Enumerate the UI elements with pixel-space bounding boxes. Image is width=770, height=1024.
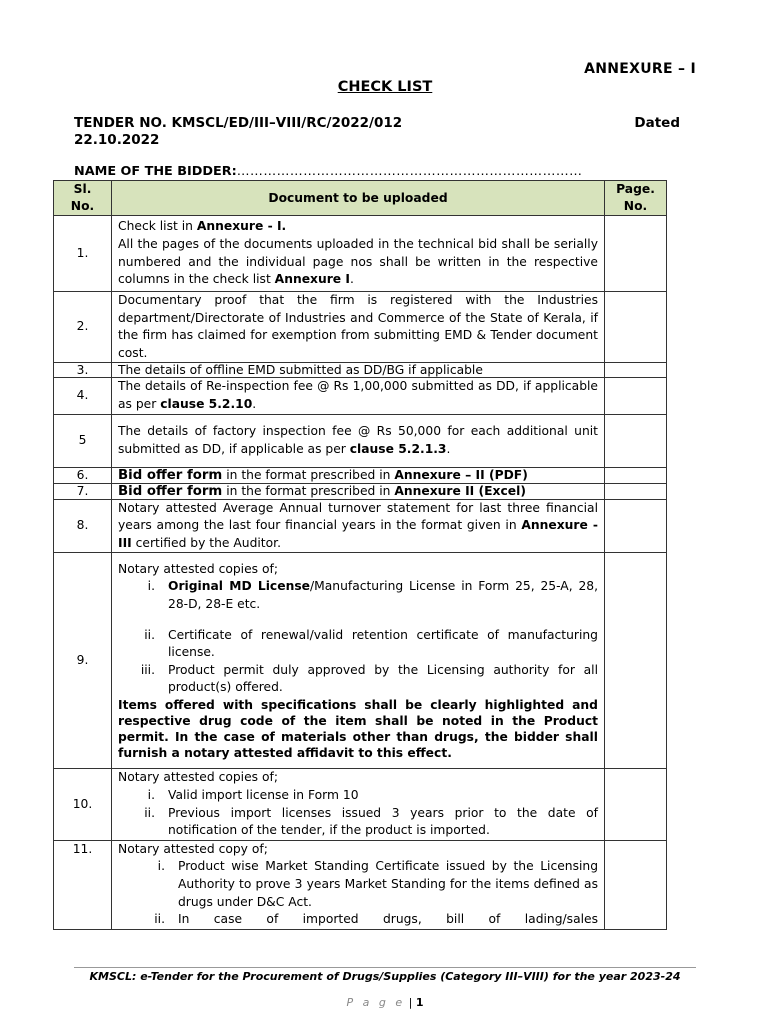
table-row: [54, 414, 667, 467]
row-sl: 11.: [54, 840, 112, 929]
row-page-no: [605, 363, 667, 378]
list-item: [118, 911, 598, 929]
list-marker: i.: [147, 787, 155, 802]
bidder-name-line: [74, 164, 582, 179]
page-number: [0, 996, 770, 1009]
row-bold-text: Original MD License: [168, 579, 310, 594]
row-text: in the format prescribed in: [222, 483, 395, 498]
row-sl: 10.: [54, 769, 112, 840]
annexure-label: ANNEXURE – I: [584, 61, 696, 77]
page-title: CHECK LIST: [337, 79, 433, 95]
row-document: [112, 840, 605, 929]
row-text: Previous import licenses issued 3 years prior to the date of notification of the tender, if the product is imported.: [168, 805, 598, 838]
row-page-no: [605, 378, 667, 414]
row-text: Check list in: [118, 219, 197, 234]
row-text: In case of imported drugs, bill of lading/sales: [178, 912, 598, 927]
list-item: [118, 858, 598, 911]
row-bold-text: Bid offer form: [118, 467, 223, 483]
row-sl: 8.: [54, 499, 112, 553]
row-text: The details of factory inspection fee @ Rs 50,000 for each additional unit submitted as DD, if applicable as per: [118, 423, 598, 456]
row-text: Product wise Market Standing Certificate issued by the Licensing Authority to prove 3 years Market Standing for the items defined as drugs under D&C Act.: [178, 859, 598, 909]
list-marker: iii.: [140, 662, 155, 677]
row-text: The details of Re-inspection fee @ Rs 1,00,000 submitted as DD, if applicable as per: [118, 379, 598, 411]
tender-number: [74, 115, 402, 149]
row-page-no: [605, 840, 667, 929]
row-page-no: [605, 414, 667, 467]
row-text: /Manufacturing License in Form 25, 25-A, 28, 28-D, 28-E etc.: [168, 579, 598, 611]
row-sl: 2.: [54, 292, 112, 363]
table-row: [54, 216, 667, 292]
row-document: [112, 483, 605, 499]
row-document: Documentary proof that the firm is registered with the Industries department/Directorate of Industries and Commerce of the State of Kerala, if the firm has claimed for exemption from submitting EMD & Tender document cost.: [112, 292, 605, 363]
row-document: The details of offline EMD submitted as DD/BG if applicable: [112, 363, 605, 378]
row-document: [112, 499, 605, 553]
table-row: [54, 378, 667, 414]
row-document: [112, 467, 605, 483]
row-document: [112, 216, 605, 292]
page-label: P a g e: [346, 996, 406, 1009]
list-item: [118, 662, 598, 697]
footer-text: KMSCL: e-Tender for the Procurement of Drugs/Supplies (Category III–VIII) for the year 2023-24: [89, 970, 681, 983]
row-text: Notary attested Average Annual turnover statement for last three financial years among the last four financial years in the format given in: [118, 500, 598, 533]
footer-divider: [74, 967, 696, 968]
dated-label: Dated: [634, 115, 680, 131]
row-sl: 4.: [54, 378, 112, 414]
row-bold-text: Annexure – II (PDF): [394, 467, 528, 482]
row-text: Product permit duly approved by the Licensing authority for all product(s) offered.: [168, 662, 598, 695]
table-header-row: [54, 181, 667, 216]
list-item: [118, 578, 598, 613]
row-intro: Notary attested copies of;: [118, 770, 278, 785]
table-row: [54, 840, 667, 929]
row-text: certified by the Auditor.: [131, 535, 281, 550]
row-bold-text: Bid offer form: [118, 483, 223, 499]
row-sl: 9.: [54, 553, 112, 769]
row-text: All the pages of the documents uploaded in the technical bid shall be serially numbered and the individual page nos shall be written in the respective columns in the check list: [118, 236, 598, 287]
row-sl: 3.: [54, 363, 112, 378]
table-row: [54, 292, 667, 363]
col-header-sl: Sl. No.: [54, 181, 112, 216]
row-document: [112, 769, 605, 840]
table-row: [54, 499, 667, 553]
row-sl: 1.: [54, 216, 112, 292]
row-page-no: [605, 553, 667, 769]
row-text: .: [349, 272, 354, 287]
row-page-no: [605, 769, 667, 840]
col-header-doc: Document to be uploaded: [112, 181, 605, 216]
row-page-no: [605, 483, 667, 499]
row-note: Items offered with specifications shall be clearly highlighted and respective drug code of the item shall be noted in the Product permit. In the case of materials other than drugs, the bidder shall furnish a notary attested affidavit to this effect.: [118, 697, 598, 760]
table-row: [54, 483, 667, 499]
row-page-no: [605, 499, 667, 553]
row-page-no: [605, 467, 667, 483]
list-item: [118, 805, 598, 840]
table-row: [54, 363, 667, 378]
row-document: [112, 378, 605, 414]
row-text: .: [252, 396, 257, 411]
row-bold-text: clause 5.2.10: [160, 396, 253, 411]
checklist-table: [53, 180, 667, 930]
row-intro: Notary attested copy of;: [118, 841, 268, 856]
table-row: [54, 769, 667, 840]
list-item: [118, 787, 598, 805]
row-document: [112, 553, 605, 769]
row-text: .: [446, 441, 451, 456]
page-num: 1: [415, 996, 424, 1009]
row-bold-text: Annexure I: [274, 272, 350, 287]
tender-line-2: 22.10.2022: [74, 132, 160, 148]
row-text: in the format prescribed in: [222, 467, 395, 482]
row-intro: Notary attested copies of;: [118, 561, 278, 576]
row-text: Valid import license in Form 10: [168, 787, 359, 802]
list-item: [118, 627, 598, 662]
row-page-no: [605, 216, 667, 292]
page-sep: |: [405, 996, 416, 1009]
table-row: [54, 467, 667, 483]
row-sl: 6.: [54, 467, 112, 483]
row-bold-text: Annexure II (Excel): [394, 483, 526, 498]
row-bold-text: Annexure - I.: [196, 219, 287, 234]
list-marker: i.: [147, 579, 155, 594]
list-marker: i.: [157, 859, 165, 874]
list-marker: ii.: [144, 627, 155, 642]
col-header-page: Page. No.: [605, 181, 667, 216]
list-marker: ii.: [144, 805, 155, 820]
row-sl: 7.: [54, 483, 112, 499]
row-page-no: [605, 292, 667, 363]
row-bold-text: Annexure - III: [118, 518, 598, 550]
table-row: [54, 553, 667, 769]
row-document: [112, 414, 605, 467]
row-sl: 5: [54, 414, 112, 467]
list-marker: ii.: [154, 912, 165, 927]
row-text: Certificate of renewal/valid retention certificate of manufacturing license.: [168, 627, 598, 660]
row-bold-text: clause 5.2.1.3: [349, 441, 447, 456]
tender-line-1: TENDER NO. KMSCL/ED/III–VIII/RC/2022/012: [74, 115, 403, 131]
bidder-label: NAME OF THE BIDDER:: [74, 164, 237, 179]
bidder-dots: ……………………………………………………………………: [236, 164, 583, 179]
